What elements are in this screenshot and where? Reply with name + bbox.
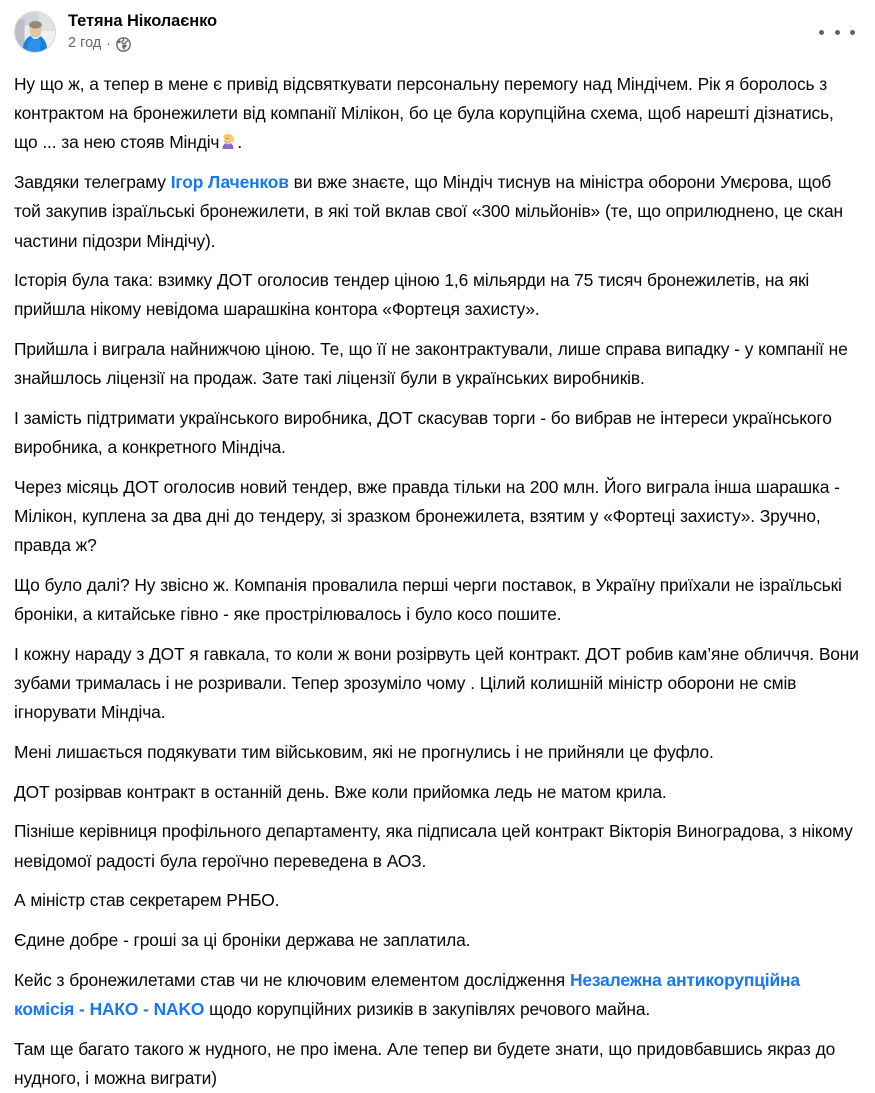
post-paragraph-p6 — [14, 473, 861, 561]
paragraph-text: І замість підтримати українського виробника, ДОТ скасував торги - бо вибрав не інтереси українського виробника, а конкретного Міндіча. — [14, 408, 832, 458]
post-paragraph-p1 — [14, 70, 861, 158]
post-paragraph-p8 — [14, 640, 861, 728]
header-text — [68, 10, 217, 53]
paragraph-text: Через місяць ДОТ оголосив новий тендер, вже правда тільки на 200 млн. Його виграла інша шарашка - Мілікон, куплена за два дні до тендеру, зі зразком бронежилета, взятим у «Фортеці захисту». Зручно, правда ж? — [14, 476, 840, 556]
paragraph-text: Мені лишається подякувати тим військовим, які не прогнулись і не прийняли це фуфло. — [14, 742, 714, 763]
post-paragraph-p11 — [14, 817, 861, 875]
link-nako[interactable]: Незалежна антикорупційна комісія - НАКО - NAKO — [14, 969, 800, 1019]
paragraph-text: Пізніше керівниця профільного департаменту, яка підписала цей контракт Вікторія Виноградова, з нікому невідомої радості була героїчно переведена в АОЗ. — [14, 821, 853, 871]
post-paragraph-p14 — [14, 966, 861, 1024]
post-options-button[interactable] — [819, 22, 855, 42]
paragraph-text: ви вже знаєте, що Міндіч тиснув на міністра оборони Умєрова, щоб той закупив ізраїльські бронежилети, в які той вклав свої «300 мільйонів» (те, що оприлюднено, це скан частини підозри Міндічу). — [14, 172, 843, 251]
paragraph-text: Кейс з бронежилетами став чи не ключовим елементом дослідження — [14, 969, 570, 990]
paragraph-text: Там ще багато такого ж нудного, не про імена. Але тепер ви будете знати, що придовбавшись якраз до нудного, і можна виграти) — [14, 1038, 836, 1088]
post-paragraph-p3 — [14, 266, 861, 324]
paragraph-text: Що було далі? Ну звісно ж. Компанія провалила перші черги поставок, в Україну приїхали не ізраїльські броніки, а китайське гівно - яке прострілювалось і було косо пошите. — [14, 575, 842, 625]
post-paragraph-p15 — [14, 1035, 861, 1093]
paragraph-text: Єдине добре - гроші за ці броніки держава не заплатила. — [14, 930, 471, 951]
paragraph-text: ДОТ розірвав контракт в останній день. Вже коли прийомка ледь не матом крила. — [14, 781, 667, 802]
paragraph-text: А міністр став секретарем РНБО. — [14, 890, 280, 911]
paragraph-text: Прийшла і виграла найнижчою ціною. Те, що її не законтрактували, лише справа випадку - у компанії не знайшлось ліцензії на продаж. Зате такі ліцензії були в українських виробників. — [14, 339, 848, 389]
paragraph-text: щодо корупційних ризиків в закупівлях речового майна. — [204, 998, 651, 1019]
avatar[interactable] — [14, 11, 56, 53]
paragraph-text: Завдяки телеграму — [14, 172, 171, 193]
post-paragraph-p7 — [14, 571, 861, 629]
post-paragraph-p2 — [14, 168, 861, 256]
post-paragraph-p12 — [14, 886, 861, 915]
meta-separator: · — [106, 35, 111, 51]
post-body — [0, 70, 875, 1093]
ellipsis-dot-1 — [819, 30, 824, 35]
woman-facepalming-emoji — [219, 133, 237, 151]
post-paragraph-p10 — [14, 778, 861, 807]
author-name[interactable]: Тетяна Ніколаєнко — [68, 12, 218, 30]
ellipsis-dot-2 — [835, 30, 840, 35]
post-paragraph-p13 — [14, 926, 861, 955]
post-paragraph-p5 — [14, 404, 861, 462]
globe-icon[interactable] — [116, 37, 131, 52]
link-igor-lachenkov[interactable]: Ігор Лаченков — [170, 172, 289, 193]
post-header — [0, 0, 875, 62]
post-paragraph-p9 — [14, 738, 861, 767]
ellipsis-dot-3 — [850, 30, 855, 35]
post-timestamp[interactable]: 2 год — [68, 35, 102, 51]
post-paragraph-p4 — [14, 335, 861, 393]
post-meta — [68, 34, 217, 53]
paragraph-text: Історія була така: взимку ДОТ оголосив тендер ціною 1,6 мільярди на 75 тисяч бронежилетів, на які прийшла нікому невідома шарашкіна контора «Фортеця захисту». — [14, 270, 810, 320]
paragraph-text: Ну що ж, а тепер в мене є привід відсвяткувати персональну перемогу над Міндічем. Рік я боролось з контрактом на бронежилети від компанії Мілікон, бо це була корупційна схема, щоб нарешті дізнатись, що ... за нею стояв Міндіч — [14, 74, 834, 153]
paragraph-text: . — [237, 132, 243, 153]
paragraph-text: І кожну нараду з ДОТ я гавкала, то коли ж вони розірвуть цей контракт. ДОТ робив кам’яне обличчя. Вони зубами трималась і не розривали. Тепер зрозуміло чому . Цілий колишній міністр оборони не смів ігнорувати Міндіча. — [14, 643, 859, 723]
